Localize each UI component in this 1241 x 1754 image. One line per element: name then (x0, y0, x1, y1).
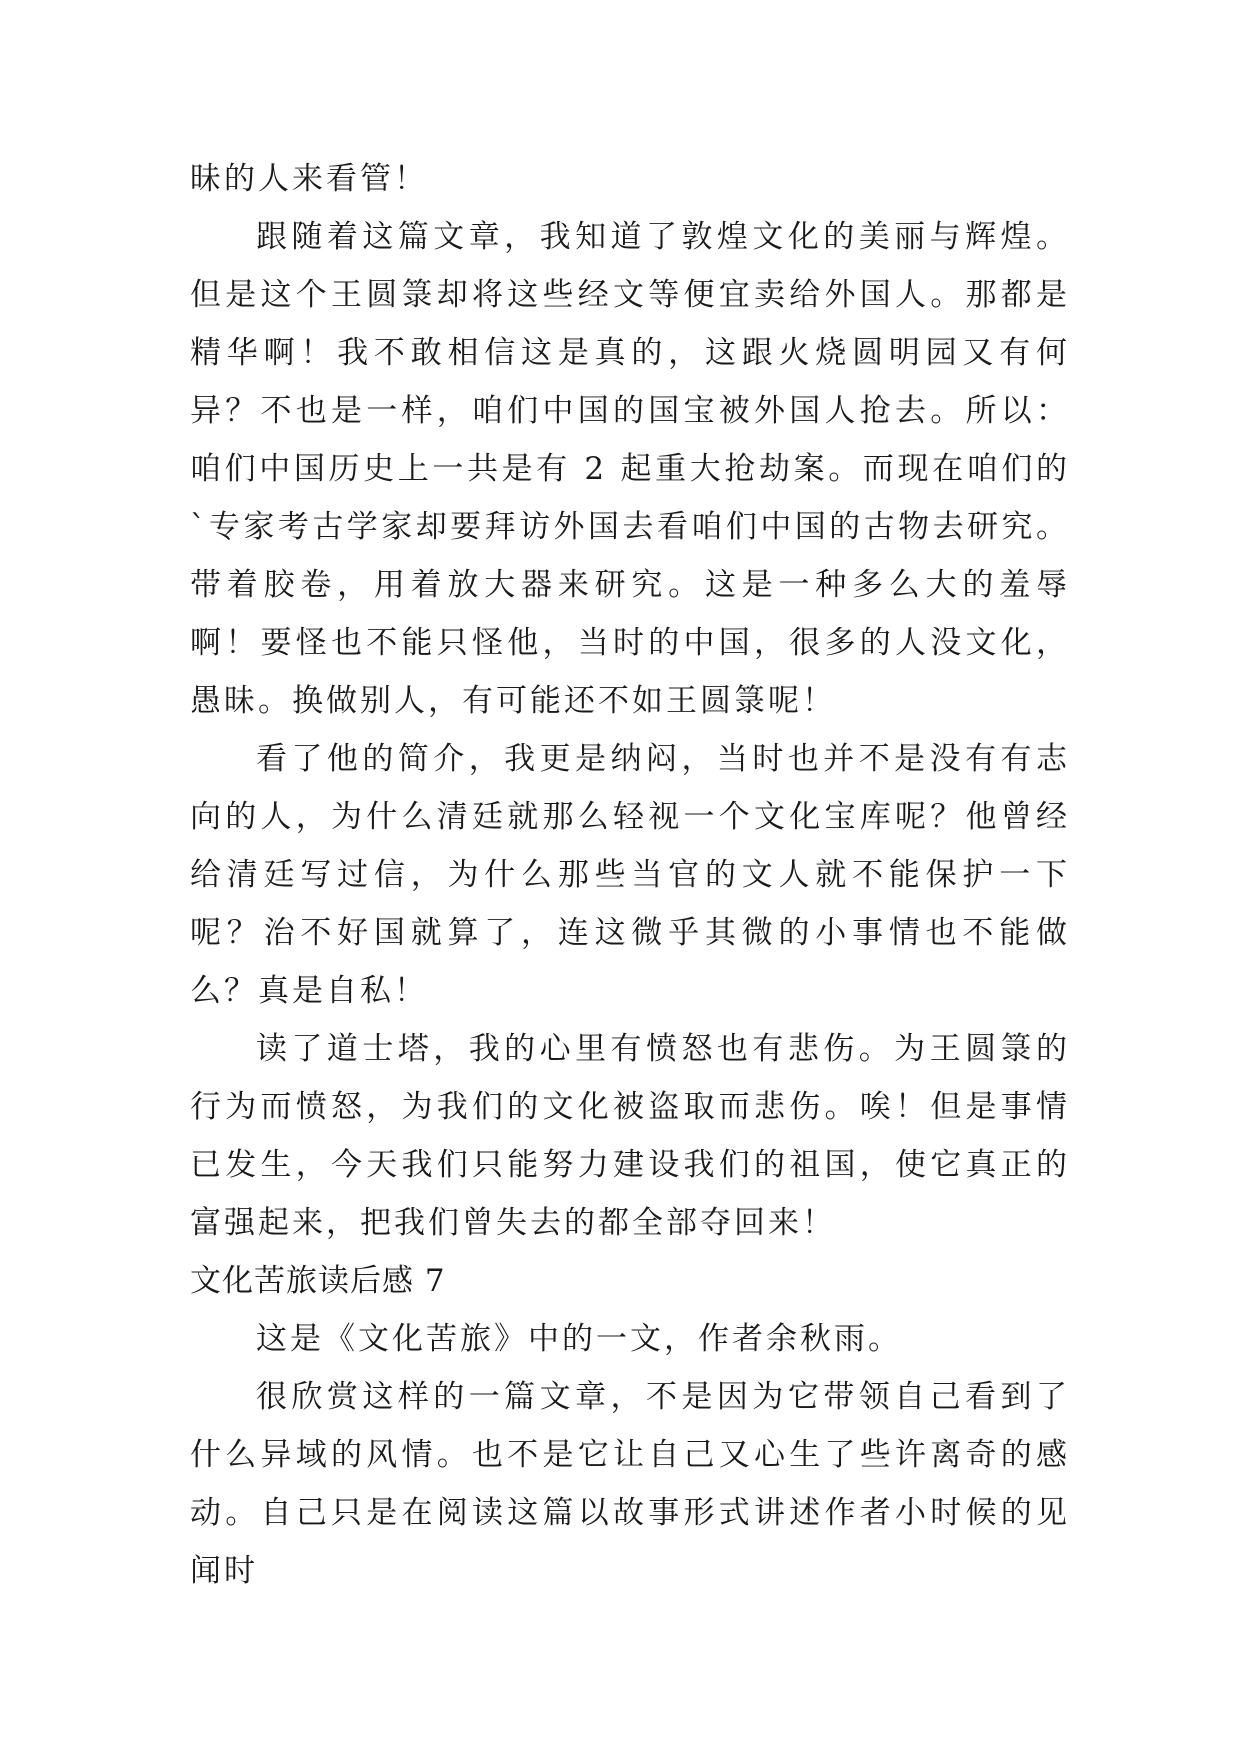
section-heading: 文化苦旅读后感 7 (190, 1263, 446, 1299)
paragraph: 读了道士塔，我的心里有愤怒也有悲伤。为王圆箓的行为而愤怒，为我们的文化被盗取而悲伤。唉！但是事情已发生，今天我们只能努力建设我们的祖国，使它真正的富强起来，把我们曾失去的都全部夺回来！ (190, 1031, 1070, 1241)
paragraph: 看了他的简介，我更是纳闷，当时也并不是没有有志向的人，为什么清廷就那么轻视一个文化宝库呢？他曾经给清廷写过信，为什么那些当官的文人就不能保护一下呢？治不好国就算了，连这微乎其微的小事情也不能做么？真是自私！ (190, 741, 1070, 1009)
document-body (190, 150, 1070, 1600)
paragraph: 跟随着这篇文章，我知道了敦煌文化的美丽与辉煌。但是这个王圆箓却将这些经文等便宜卖给外国人。那都是精华啊！我不敢相信这是真的，这跟火烧圆明园又有何异？不也是一样，咱们中国的国宝被外国人抢去。所以：咱们中国历史上一共是有 2 起重大抢劫案。而现在咱们的`专家考古学家却要拜访外国去看咱们中国的古物去研究。带着胶卷，用着放大器来研究。这是一种多么大的羞辱啊！要怪也不能只怪他，当时的中国，很多的人没文化，愚昧。换做别人，有可能还不如王圆箓呢！ (190, 219, 1070, 719)
paragraph: 这是《文化苦旅》中的一文，作者余秋雨。 (256, 1321, 902, 1357)
paragraph-continued: 昧的人来看管！ (190, 161, 428, 197)
paragraph: 很欣赏这样的一篇文章，不是因为它带领自己看到了什么异域的风情。也不是它让自己又心生了些许离奇的感动。自己只是在阅读这篇以故事形式讲述作者小时候的见闻时 (190, 1379, 1070, 1589)
